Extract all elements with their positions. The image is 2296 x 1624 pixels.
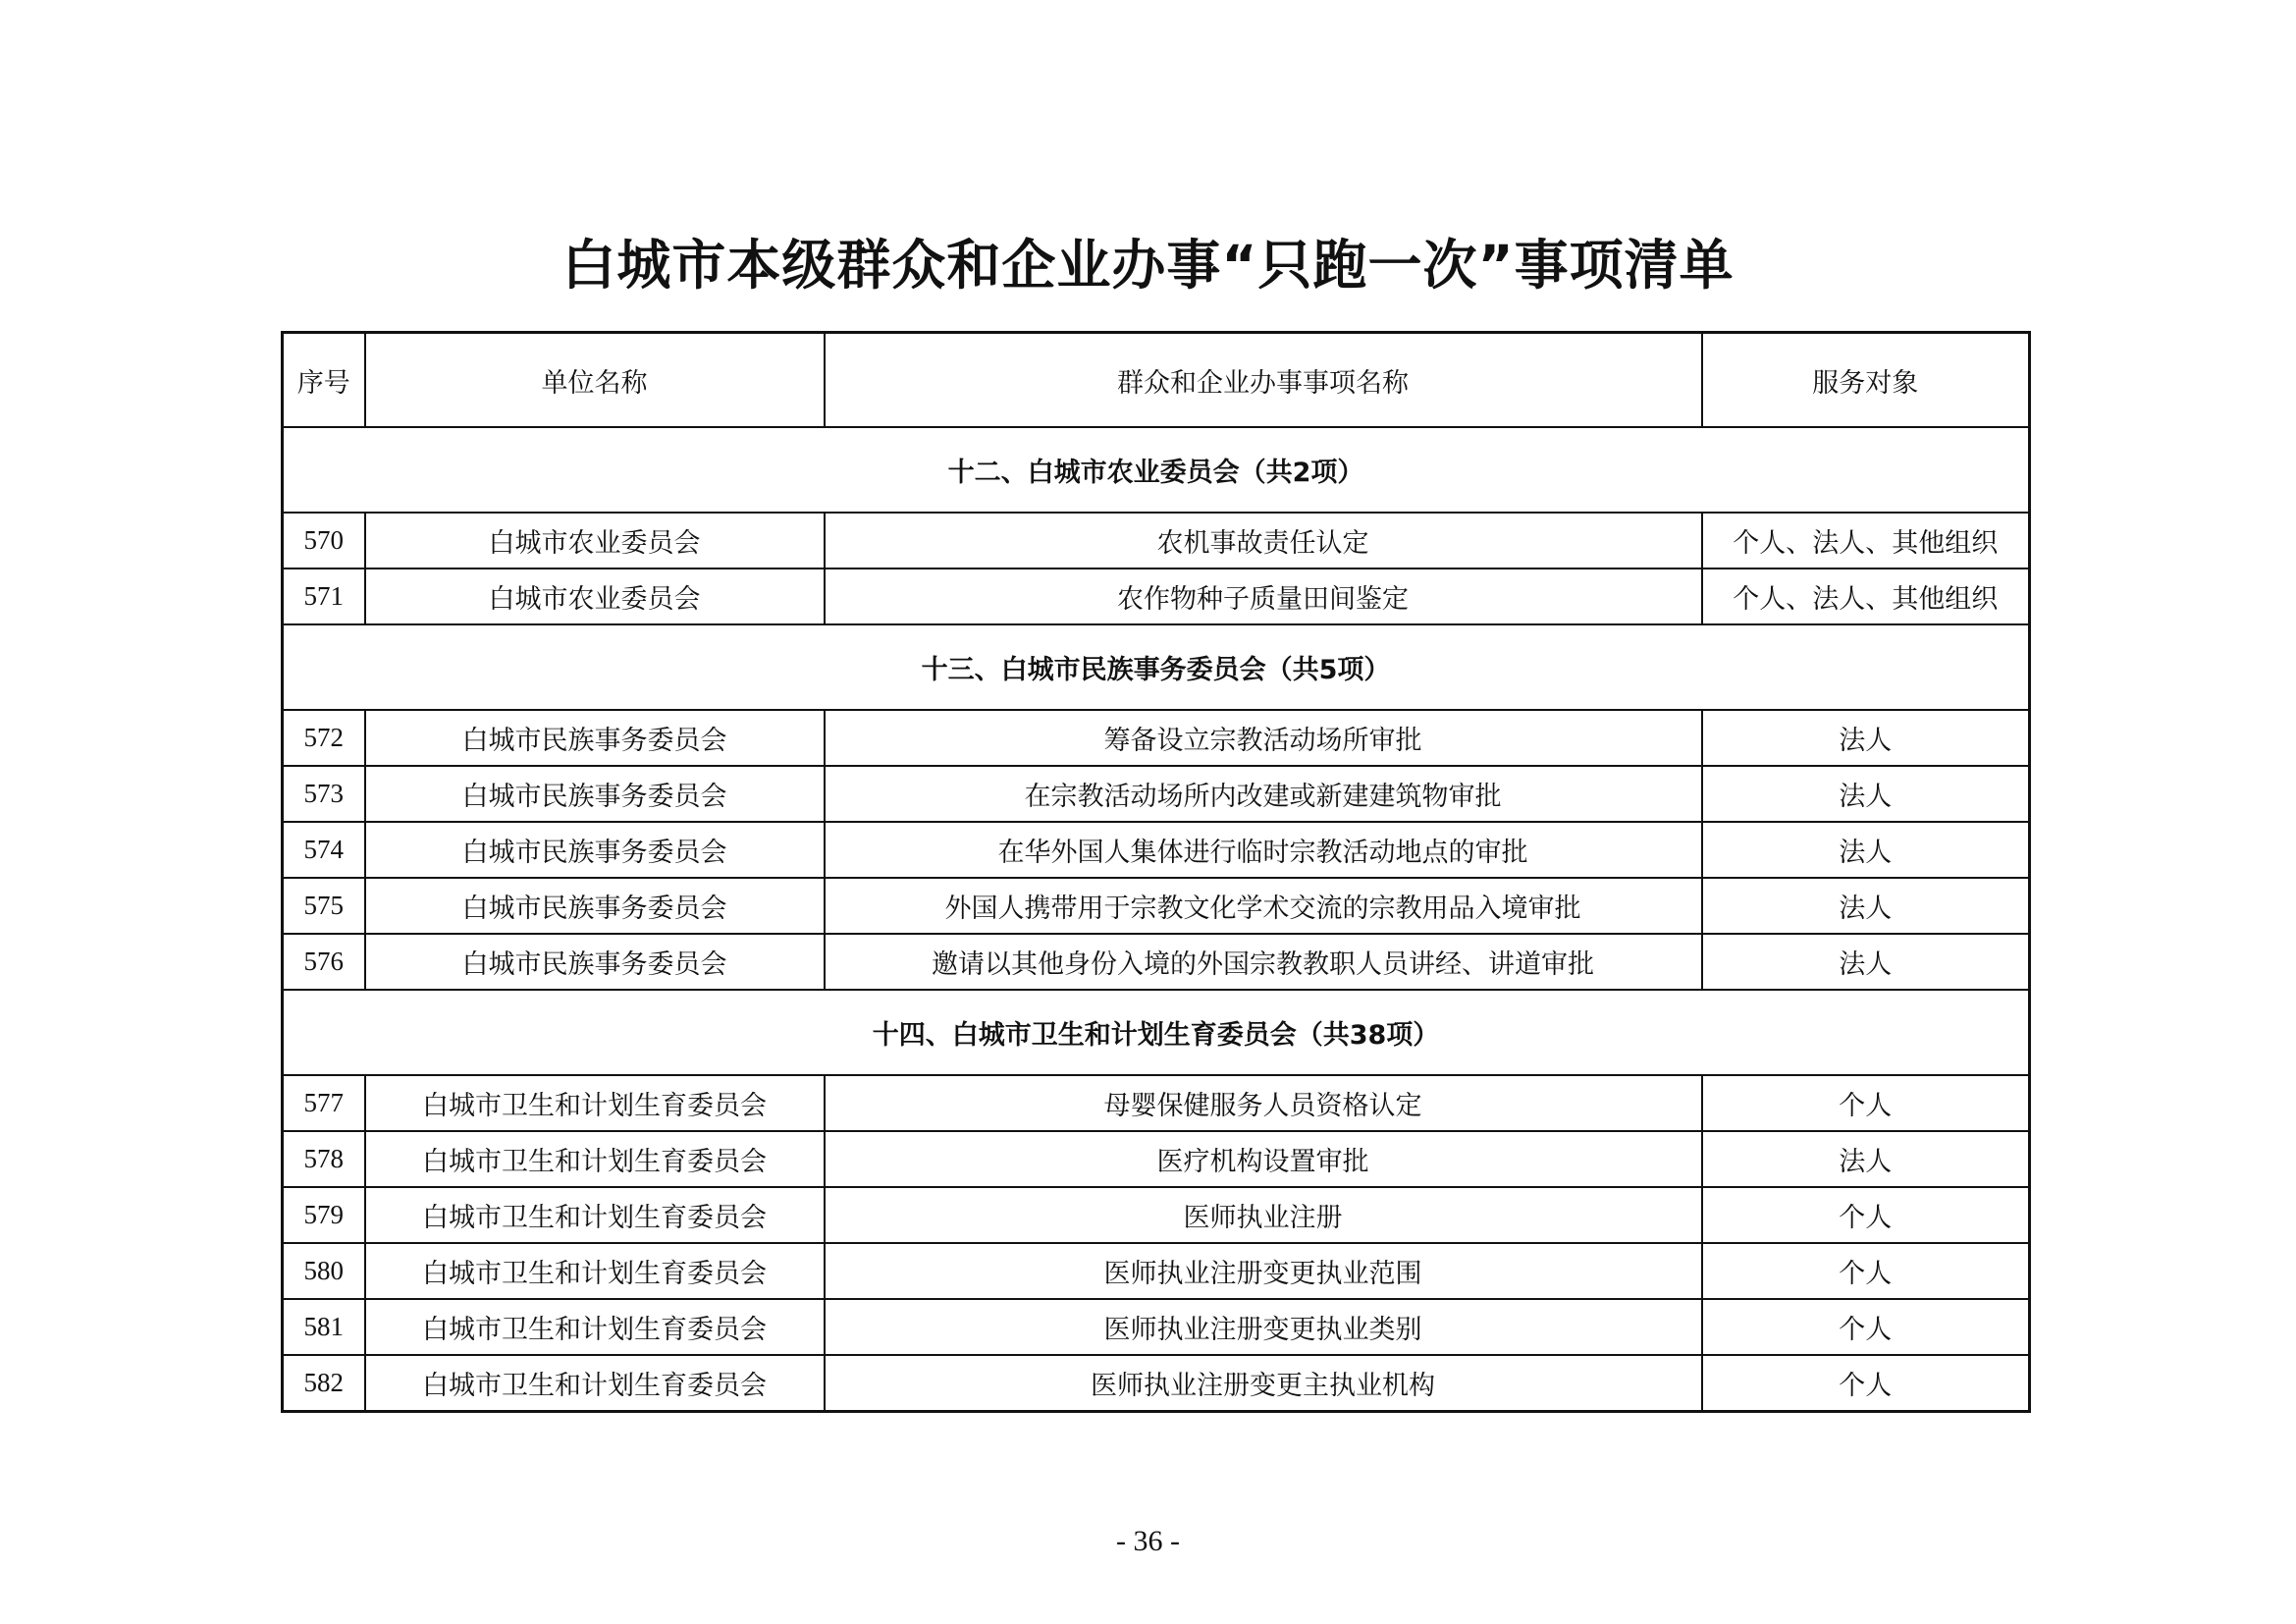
cell-item: 在宗教活动场所内改建或新建建筑物审批 [825, 766, 1702, 822]
table-row [283, 1299, 2030, 1355]
cell-target: 法人 [1702, 766, 2030, 822]
cell-no: 572 [283, 710, 365, 766]
cell-no: 574 [283, 822, 365, 878]
cell-item: 医师执业注册变更执业范围 [825, 1243, 1702, 1299]
cell-target: 法人 [1702, 710, 2030, 766]
header-target: 服务对象 [1702, 333, 2030, 428]
cell-target: 个人 [1702, 1299, 2030, 1355]
table-row [283, 710, 2030, 766]
cell-target: 个人 [1702, 1243, 2030, 1299]
header-no: 序号 [283, 333, 365, 428]
cell-item: 外国人携带用于宗教文化学术交流的宗教用品入境审批 [825, 878, 1702, 934]
table-row [283, 878, 2030, 934]
section-row [283, 990, 2030, 1075]
page-number: - 36 - [1116, 1525, 1180, 1557]
cell-unit: 白城市农业委员会 [365, 568, 825, 624]
table-row [283, 1075, 2030, 1131]
cell-target: 法人 [1702, 1131, 2030, 1187]
cell-item: 医师执业注册变更执业类别 [825, 1299, 1702, 1355]
cell-no: 577 [283, 1075, 365, 1131]
cell-unit: 白城市民族事务委员会 [365, 822, 825, 878]
cell-unit: 白城市卫生和计划生育委员会 [365, 1075, 825, 1131]
cell-target: 个人 [1702, 1355, 2030, 1412]
table-row [283, 1243, 2030, 1299]
cell-no: 579 [283, 1187, 365, 1243]
cell-target: 法人 [1702, 934, 2030, 990]
section-heading: 十二、白城市农业委员会（共2项） [283, 427, 2030, 513]
cell-target: 个人 [1702, 1075, 2030, 1131]
section-row [283, 624, 2030, 710]
table-row [283, 1355, 2030, 1412]
cell-no: 581 [283, 1299, 365, 1355]
cell-unit: 白城市卫生和计划生育委员会 [365, 1355, 825, 1412]
table-row [283, 568, 2030, 624]
cell-target: 法人 [1702, 878, 2030, 934]
table-row [283, 1187, 2030, 1243]
cell-unit: 白城市民族事务委员会 [365, 934, 825, 990]
cell-item: 医师执业注册 [825, 1187, 1702, 1243]
table-row [283, 1131, 2030, 1187]
cell-no: 576 [283, 934, 365, 990]
cell-target: 个人、法人、其他组织 [1702, 568, 2030, 624]
cell-item: 筹备设立宗教活动场所审批 [825, 710, 1702, 766]
section-heading: 十四、白城市卫生和计划生育委员会（共38项） [283, 990, 2030, 1075]
cell-unit: 白城市卫生和计划生育委员会 [365, 1131, 825, 1187]
table-row [283, 766, 2030, 822]
cell-unit: 白城市民族事务委员会 [365, 710, 825, 766]
cell-unit: 白城市卫生和计划生育委员会 [365, 1299, 825, 1355]
table-row [283, 934, 2030, 990]
cell-item: 在华外国人集体进行临时宗教活动地点的审批 [825, 822, 1702, 878]
header-item: 群众和企业办事事项名称 [825, 333, 1702, 428]
section-row [283, 427, 2030, 513]
section-heading: 十三、白城市民族事务委员会（共5项） [283, 624, 2030, 710]
item-list-table [281, 331, 2031, 1413]
cell-item: 农机事故责任认定 [825, 513, 1702, 568]
cell-target: 法人 [1702, 822, 2030, 878]
cell-no: 582 [283, 1355, 365, 1412]
table-header-row [283, 333, 2030, 428]
cell-item: 母婴保健服务人员资格认定 [825, 1075, 1702, 1131]
cell-no: 573 [283, 766, 365, 822]
cell-unit: 白城市卫生和计划生育委员会 [365, 1243, 825, 1299]
cell-no: 580 [283, 1243, 365, 1299]
cell-target: 个人 [1702, 1187, 2030, 1243]
cell-no: 575 [283, 878, 365, 934]
cell-unit: 白城市民族事务委员会 [365, 878, 825, 934]
cell-item: 邀请以其他身份入境的外国宗教教职人员讲经、讲道审批 [825, 934, 1702, 990]
header-unit: 单位名称 [365, 333, 825, 428]
cell-item: 农作物种子质量田间鉴定 [825, 568, 1702, 624]
cell-unit: 白城市卫生和计划生育委员会 [365, 1187, 825, 1243]
table-row [283, 822, 2030, 878]
cell-item: 医师执业注册变更主执业机构 [825, 1355, 1702, 1412]
cell-unit: 白城市农业委员会 [365, 513, 825, 568]
cell-no: 571 [283, 568, 365, 624]
table-row [283, 513, 2030, 568]
cell-no: 570 [283, 513, 365, 568]
cell-item: 医疗机构设置审批 [825, 1131, 1702, 1187]
cell-target: 个人、法人、其他组织 [1702, 513, 2030, 568]
cell-no: 578 [283, 1131, 365, 1187]
cell-unit: 白城市民族事务委员会 [365, 766, 825, 822]
document-title: 白城市本级群众和企业办事“只跑一次”事项清单 [561, 234, 1735, 297]
